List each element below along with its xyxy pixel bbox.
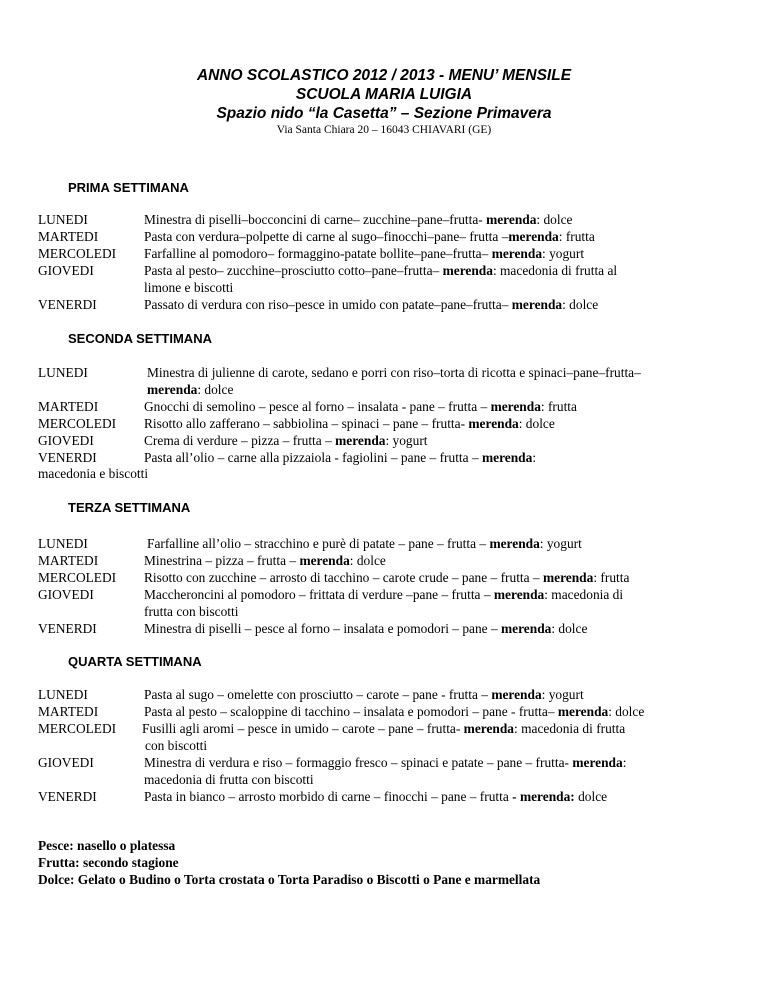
day-label: MERCOLEDI bbox=[38, 416, 117, 431]
school-name: SCUOLA MARIA LUIGIA bbox=[295, 86, 473, 103]
day-label: VENERDI bbox=[38, 621, 97, 636]
note-dolce: Dolce: Gelato o Budino o Torta crostata o Torta Paradiso o Biscotti o Pane e marmellata bbox=[38, 872, 541, 887]
menu-text: Pasta al pesto – scaloppine di tacchino – insalata e pomodori – pane - frutta– merenda: dolce bbox=[144, 704, 645, 719]
day-label: VENERDI bbox=[38, 789, 97, 804]
note-pesce: Pesce: nasello o platessa bbox=[38, 838, 176, 853]
day-label: MARTEDI bbox=[38, 553, 99, 568]
day-label: MARTEDI bbox=[38, 399, 99, 414]
day-label: GIOVEDI bbox=[38, 433, 94, 448]
day-label: LUNEDI bbox=[38, 536, 88, 551]
menu-text: Minestrina – pizza – frutta – merenda: dolce bbox=[144, 553, 386, 568]
menu-text: Pasta in bianco – arrosto morbido di carne – finocchi – pane – frutta - merenda: dolce bbox=[144, 789, 608, 804]
menu-text: Pasta al sugo – omelette con prosciutto – carote – pane - frutta – merenda: yogurt bbox=[144, 687, 584, 702]
day-label: MARTEDI bbox=[38, 704, 99, 719]
menu-text: Pasta al pesto– zucchine–prosciutto cotto–pane–frutta– merenda: macedonia di frutta al limone e biscotti bbox=[144, 263, 618, 295]
menu-text: Minestra di julienne di carote, sedano e porri con riso–torta di ricotta e spinaci–pane–frutta– merenda: dolce bbox=[147, 365, 641, 397]
week-4-title: QUARTA SETTIMANA bbox=[68, 654, 202, 669]
school-address: Via Santa Chiara 20 – 16043 CHIAVARI (GE) bbox=[276, 124, 492, 136]
week-3-title: TERZA SETTIMANA bbox=[68, 500, 191, 515]
menu-text: Maccheroncini al pomodoro – frittata di verdure –pane – frutta – merenda: macedonia di frutta con biscotti bbox=[144, 587, 624, 619]
day-label: LUNEDI bbox=[38, 687, 88, 702]
note-frutta: Frutta: secondo stagione bbox=[38, 855, 179, 870]
menu-text: Minestra di piselli–bocconcini di carne– zucchine–pane–frutta- merenda: dolce bbox=[144, 212, 573, 227]
day-label: MERCOLEDI bbox=[38, 721, 117, 736]
day-label: GIOVEDI bbox=[38, 263, 94, 278]
week-2-title: SECONDA SETTIMANA bbox=[68, 331, 212, 346]
section-name: Spazio nido “la Casetta” – Sezione Primavera bbox=[216, 105, 552, 122]
day-label: MERCOLEDI bbox=[38, 570, 117, 585]
day-label: VENERDI bbox=[38, 450, 97, 465]
menu-text: Farfalline al pomodoro– formaggino-patate bollite–pane–frutta– merenda: yogurt bbox=[144, 246, 585, 261]
menu-text: Risotto con zucchine – arrosto di tacchino – carote crude – pane – frutta – merenda: frutta bbox=[144, 570, 630, 585]
menu-text: Fusilli agli aromi – pesce in umido – carote – pane – frutta- merenda: macedonia di frutta con biscotti bbox=[142, 721, 626, 753]
menu-text: Farfalline all’olio – stracchino e purè di patate – pane – frutta – merenda: yogurt bbox=[147, 536, 582, 551]
day-label: LUNEDI bbox=[38, 365, 88, 380]
day-label: MERCOLEDI bbox=[38, 246, 117, 261]
menu-text-continuation: macedonia e biscotti bbox=[38, 466, 149, 481]
menu-text: Gnocchi di semolino – pesce al forno – insalata - pane – frutta – merenda: frutta bbox=[144, 399, 577, 414]
menu-text: Minestra di verdura e riso – formaggio fresco – spinaci e patate – pane – frutta- merenda: macedonia di frutta con biscotti bbox=[144, 755, 627, 787]
menu-text: Crema di verdure – pizza – frutta – merenda: yogurt bbox=[144, 433, 428, 448]
day-label: GIOVEDI bbox=[38, 587, 94, 602]
day-label: MARTEDI bbox=[38, 229, 99, 244]
week-1-title: PRIMA SETTIMANA bbox=[68, 180, 189, 195]
day-label: GIOVEDI bbox=[38, 755, 94, 770]
day-label: LUNEDI bbox=[38, 212, 88, 227]
menu-text: Passato di verdura con riso–pesce in umido con patate–pane–frutta– merenda: dolce bbox=[144, 297, 599, 312]
menu-text: Risotto allo zafferano – sabbiolina – spinaci – pane – frutta- merenda: dolce bbox=[144, 416, 555, 431]
menu-text: Pasta all’olio – carne alla pizzaiola - fagiolini – pane – frutta – merenda: bbox=[144, 450, 537, 465]
day-label: VENERDI bbox=[38, 297, 97, 312]
menu-text: Minestra di piselli – pesce al forno – insalata e pomodori – pane – merenda: dolce bbox=[144, 621, 588, 636]
menu-text: Pasta con verdura–polpette di carne al sugo–finocchi–pane– frutta –merenda: frutta bbox=[144, 229, 595, 244]
document-title: ANNO SCOLASTICO 2012 / 2013 - MENU’ MENSILE bbox=[196, 67, 572, 84]
